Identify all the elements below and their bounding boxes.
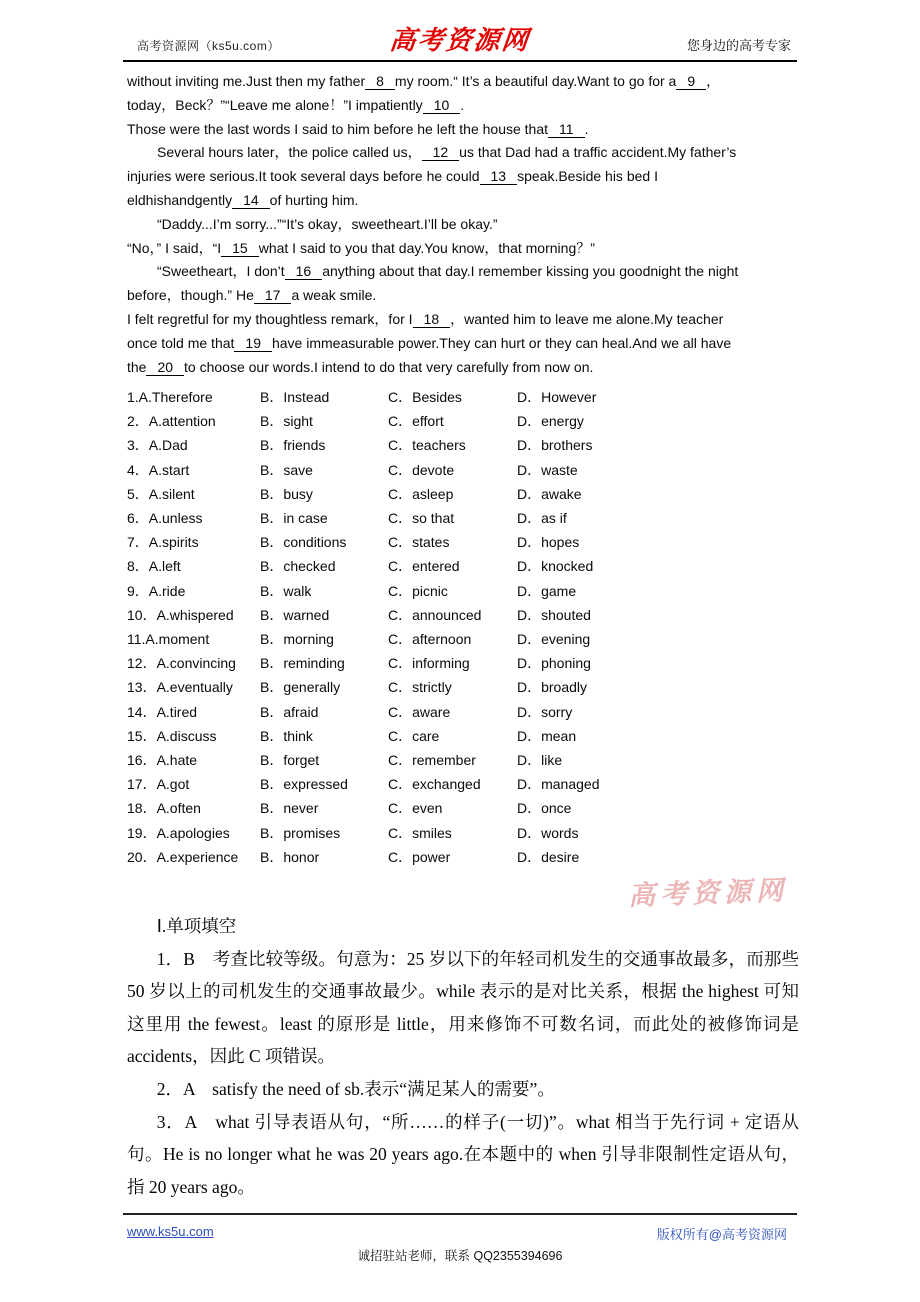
option-c: C．smiles	[388, 824, 452, 841]
option-c: C．care	[388, 727, 440, 744]
option-c: C．asleep	[388, 485, 454, 502]
blank-11: 11	[548, 122, 585, 138]
option-d: D．evening	[517, 631, 591, 648]
option-d: D．waste	[517, 461, 578, 478]
option-d: D．hopes	[517, 534, 580, 551]
option-d: D．awake	[517, 485, 582, 502]
option-c: C．Besides	[388, 389, 462, 405]
option-c: C．informing	[388, 655, 470, 672]
option-a: 7．A.spirits	[127, 534, 199, 551]
option-row	[127, 458, 799, 482]
option-a: 8．A.left	[127, 558, 181, 575]
option-row	[127, 748, 799, 772]
option-a: 17．A.got	[127, 776, 190, 793]
passage-line: injuries were serious.It took several days before he could 13 speak.Beside his bed I	[127, 168, 658, 185]
section-title: Ⅰ.单项填空	[156, 916, 237, 936]
blank-18: 18	[413, 312, 451, 328]
page-header	[123, 18, 797, 62]
passage-line: eldhishandgently 14 of hurting him.	[127, 191, 359, 208]
option-c: C．even	[388, 800, 443, 817]
option-d: D．managed	[517, 776, 600, 793]
option-b: B．forget	[260, 752, 320, 769]
blank-20: 20	[146, 360, 184, 376]
option-a: 14．A.tired	[127, 703, 198, 720]
option-d: D．once	[517, 800, 572, 817]
blank-9: 9	[676, 74, 706, 90]
option-a: 13．A.eventually	[127, 679, 233, 696]
blank-13: 13	[480, 169, 518, 185]
passage-line: the 20 to choose our words.I intend to do that very carefully from now on.	[127, 358, 594, 375]
option-row	[127, 651, 799, 675]
explanation-paragraph: 3．A what 引导表语从句，“所……的样子(一切)”。what 相当于先行词 + 定语从句。He is no longer what he was 20 years ago.在本题中的 when 引导非限制性定语从句，指 20 years ago。	[127, 1111, 799, 1197]
option-b: B．honor	[260, 848, 320, 865]
explanation-section	[127, 910, 799, 1203]
passage-line: I felt regretful for my thoughtless remark，for I 18 ，wanted him to leave me alone.My teacher	[127, 310, 724, 327]
passage-line: today，Beck？”“Leave me alone！”I impatiently 10 .	[127, 96, 465, 113]
brand-logo: 高考资源网	[388, 26, 532, 56]
option-row	[127, 482, 799, 506]
footer-copyright: 版权所有@高考资源网	[656, 1227, 787, 1242]
option-d: D．like	[517, 752, 563, 769]
option-d: D．knocked	[517, 558, 594, 575]
option-b: B．reminding	[260, 655, 345, 672]
footer-site-link[interactable]: www.ks5u.com	[127, 1224, 214, 1239]
option-c: C．so that	[388, 510, 455, 527]
blank-19: 19	[234, 336, 272, 352]
option-row	[127, 772, 799, 796]
passage-line: Several hours later，the police called us， 12 us that Dad had a traffic accident.My father’s	[157, 144, 737, 161]
option-row	[127, 796, 799, 820]
option-b: B．warned	[260, 606, 330, 623]
option-b: B．expressed	[260, 776, 348, 793]
option-d: D．words	[517, 824, 579, 841]
option-d: D．game	[517, 582, 577, 599]
blank-14: 14	[232, 193, 270, 209]
passage-line: without inviting me.Just then my father 8 my room.“ It’s a beautiful day.Want to go for a 9 ，	[127, 73, 721, 89]
option-d: D．shouted	[517, 606, 591, 623]
passage-line: before，though.” He 17 a weak smile.	[127, 287, 377, 304]
option-a: 20．A.experience	[127, 848, 239, 865]
option-b: B．promises	[260, 824, 341, 841]
watermark: 高考资源网	[627, 875, 789, 912]
option-b: B．friends	[260, 437, 326, 454]
option-a: 1.A.Therefore	[127, 389, 213, 405]
passage-line: “Sweetheart，I don’t 16 anything about that day.I remember kissing you goodnight the night	[157, 263, 739, 280]
option-row	[127, 385, 799, 409]
option-row	[127, 579, 799, 603]
option-c: C．aware	[388, 703, 451, 720]
option-a: 5．A.silent	[127, 485, 195, 502]
header-site-label: 高考资源网（ks5u.com）	[137, 39, 280, 53]
option-d: D．sorry	[517, 703, 573, 720]
passage-line: Those were the last words I said to him before he left the house that 11 .	[127, 120, 589, 137]
explanation-paragraph: 2．A satisfy the need of sb.表示“满足某人的需要”。	[156, 1078, 555, 1099]
blank-16: 16	[285, 264, 323, 280]
option-c: C．announced	[388, 606, 482, 623]
footer-row	[123, 1224, 797, 1243]
explanation-paragraph: 1．B 考查比较等级。句意为：25 岁以下的年轻司机发生的交通事故最多，而那些 50 岁以上的司机发生的交通事故最少。while 表示的是对比关系，根据 the highest 可知这里用 the fewest。least 的原形是 little，用来修饰不可数名词，而此处的被修饰词是 accidents，因此 C 项错误。	[127, 948, 799, 1067]
passage-line: once told me that 19 have immeasurable power.They can hurt or they can heal.And we all have	[127, 334, 732, 351]
blank-12: 12	[422, 145, 460, 161]
option-b: B．walk	[260, 582, 312, 599]
option-c: C．teachers	[388, 437, 466, 454]
option-c: C．afternoon	[388, 631, 472, 648]
option-a: 15．A.discuss	[127, 727, 217, 744]
option-row	[127, 724, 799, 748]
option-b: B．morning	[260, 631, 334, 648]
option-row	[127, 821, 799, 845]
option-b: B．sight	[260, 413, 313, 430]
option-c: C．states	[388, 534, 450, 551]
option-a: 16．A.hate	[127, 752, 198, 769]
option-d: D．mean	[517, 727, 577, 744]
option-d: D．phoning	[517, 655, 591, 672]
blank-15: 15	[221, 241, 259, 257]
option-c: C．picnic	[388, 582, 448, 599]
option-b: B．generally	[260, 679, 341, 696]
option-row	[127, 700, 799, 724]
option-d: D．desire	[517, 848, 580, 865]
option-row	[127, 433, 799, 457]
option-a: 11.A.moment	[127, 631, 210, 648]
footer-contact: 诚招驻站老师，联系 QQ2355394696	[357, 1249, 563, 1263]
option-b: B．Instead	[260, 389, 330, 405]
option-row	[127, 554, 799, 578]
option-c: C．effort	[388, 413, 444, 430]
option-row	[127, 675, 799, 699]
option-c: C．remember	[388, 752, 476, 769]
option-a: 18．A.often	[127, 800, 201, 817]
option-c: C．exchanged	[388, 776, 481, 793]
option-a: 10．A.whispered	[127, 606, 234, 623]
option-a: 19．A.apologies	[127, 824, 230, 841]
option-c: C．entered	[388, 558, 460, 575]
option-b: B．checked	[260, 558, 336, 575]
cloze-passage	[127, 70, 799, 379]
option-row	[127, 603, 799, 627]
blank-17: 17	[254, 288, 292, 304]
passage-line: “Daddy...I’m sorry...”“It’s okay，sweetheart.I’ll be okay.”	[157, 215, 498, 232]
option-b: B．busy	[260, 485, 313, 502]
option-a: 12．A.convincing	[127, 655, 236, 672]
option-d: D．energy	[517, 413, 584, 430]
option-a: 3．A.Dad	[127, 437, 188, 454]
option-row	[127, 409, 799, 433]
option-c: C．strictly	[388, 679, 452, 696]
page-footer	[123, 1213, 797, 1264]
option-row	[127, 506, 799, 530]
option-b: B．conditions	[260, 534, 347, 551]
option-b: B．never	[260, 800, 319, 817]
option-d: D．brothers	[517, 437, 593, 454]
options-list	[127, 385, 799, 869]
option-row	[127, 845, 799, 869]
option-b: B．afraid	[260, 703, 319, 720]
passage-line: “No，” I said，“I 15 what I said to you that day.You know，that morning？”	[127, 239, 595, 256]
option-a: 4．A.start	[127, 461, 190, 478]
option-b: B．think	[260, 727, 313, 744]
explanation-paragraphs	[127, 943, 799, 1204]
option-d: D．broadly	[517, 679, 588, 696]
option-a: 9．A.ride	[127, 582, 186, 599]
blank-10: 10	[423, 98, 461, 114]
option-c: C．power	[388, 848, 451, 865]
option-c: C．devote	[388, 461, 455, 478]
option-d: D．as if	[517, 510, 567, 527]
option-a: 6．A.unless	[127, 510, 203, 527]
option-b: B．in case	[260, 510, 328, 527]
option-row	[127, 530, 799, 554]
header-tagline: 您身边的高考专家	[686, 38, 791, 53]
blank-8: 8	[365, 74, 395, 90]
option-d: D．However	[517, 389, 597, 405]
option-a: 2．A.attention	[127, 413, 216, 430]
option-b: B．save	[260, 461, 313, 478]
option-row	[127, 627, 799, 651]
